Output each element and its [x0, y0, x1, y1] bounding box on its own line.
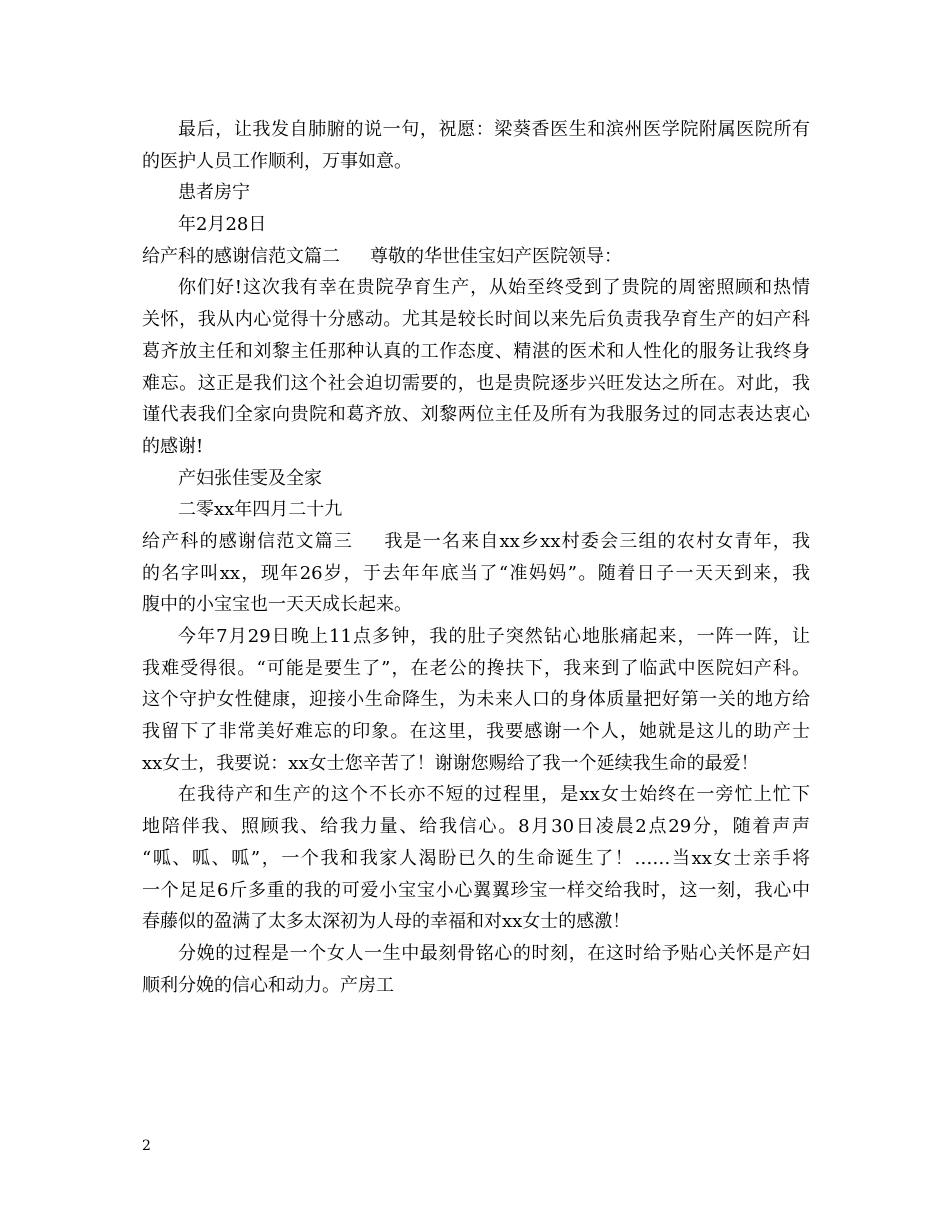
paragraph-line: 的名字叫xx，现年26岁，于去年年底当了“准妈妈”。随着日子一天天到来，我 — [142, 562, 810, 584]
signature-line: 产妇张佳雯及全家 — [178, 467, 322, 489]
section-heading-line — [142, 241, 810, 273]
paragraph-line: 顺利分娩的信心和动力。产房工 — [142, 974, 394, 996]
paragraph-line: 我留下了非常美好难忘的印象。在这里，我要感谢一个人，她就是这儿的助产士 — [142, 721, 810, 743]
paragraph-line: “呱、呱、呱”，一个我和我家人渴盼已久的生命诞生了！……当xx女士亲手将 — [142, 847, 810, 869]
paragraph-line: 一个足足6斤多重的我的可爱小宝宝小心翼翼珍宝一样交给我时，这一刻，我心中 — [142, 879, 810, 901]
paragraph-line: 地陪伴我、照顾我、给我力量、给我信心。8月30日凌晨2点29分，随着声声 — [142, 816, 810, 838]
paragraph-line: 在我待产和生产的这个不长亦不短的过程里，是xx女士始终在一旁忙上忙下 — [178, 784, 810, 806]
paragraph-line: 谨代表我们全家向贵院和葛齐放、刘黎两位主任及所有为我服务过的同志表达衷心 — [142, 404, 810, 426]
section-heading-line — [142, 526, 810, 558]
paragraph-line: 你们好!这次我有幸在贵院孕育生产，从始至终受到了贵院的周密照顾和热情 — [178, 277, 810, 299]
paragraph-line: xx女士，我要说：xx女士您辛苦了！谢谢您赐给了我一个延续我生命的最爱！ — [142, 752, 759, 774]
section-heading: 给产科的感谢信范文篇二 — [142, 245, 340, 267]
paragraph-line: 关怀，我从内心觉得十分感动。尤其是较长时间以来先后负责我孕育生产的妇产科 — [142, 309, 810, 331]
paragraph-start: 我是一名来自xx乡xx村委会三组的农村女青年，我 — [383, 530, 811, 552]
paragraph-line: 这个守护女性健康，迎接小生命降生，为未来人口的身体质量把好第一关的地方给 — [142, 689, 810, 711]
date-line: 二零xx年四月二十九 — [178, 499, 343, 521]
signature-line: 患者房宁 — [178, 182, 250, 204]
paragraph-line: 我难受得很。“可能是要生了”，在老公的搀扶下，我来到了临武中医院妇产科。 — [142, 657, 810, 679]
page-number: 2 — [142, 1138, 151, 1154]
section-heading: 给产科的感谢信范文篇三 — [142, 530, 354, 552]
paragraph-line: 葛齐放主任和刘黎主任那种认真的工作态度、精湛的医术和人性化的服务让我终身 — [142, 340, 810, 362]
date-line: 年2月28日 — [178, 214, 267, 236]
document-body — [142, 114, 810, 1001]
paragraph-line: 分娩的过程是一个女人一生中最刻骨铭心的时刻，在这时给予贴心关怀是产妇 — [178, 942, 810, 964]
paragraph-line: 春藤似的盈满了太多太深初为人母的幸福和对xx女士的感激！ — [142, 911, 631, 933]
paragraph-line: 的医护人员工作顺利，万事如意。 — [142, 150, 412, 172]
paragraph-line: 难忘。这正是我们这个社会迫切需要的，也是贵院逐步兴旺发达之所在。对此，我 — [142, 372, 810, 394]
paragraph-line: 最后，让我发自肺腑的说一句，祝愿：梁葵香医生和滨州医学院附属医院所有 — [178, 119, 810, 140]
salutation: 尊敬的华世佳宝妇产医院领导： — [370, 245, 622, 267]
paragraph-line: 的感谢! — [142, 435, 204, 457]
paragraph-line: 今年7月29日晚上11点多钟，我的肚子突然钻心地胀痛起来，一阵一阵，让 — [178, 626, 810, 647]
paragraph-line: 腹中的小宝宝也一天天成长起来。 — [142, 594, 412, 616]
